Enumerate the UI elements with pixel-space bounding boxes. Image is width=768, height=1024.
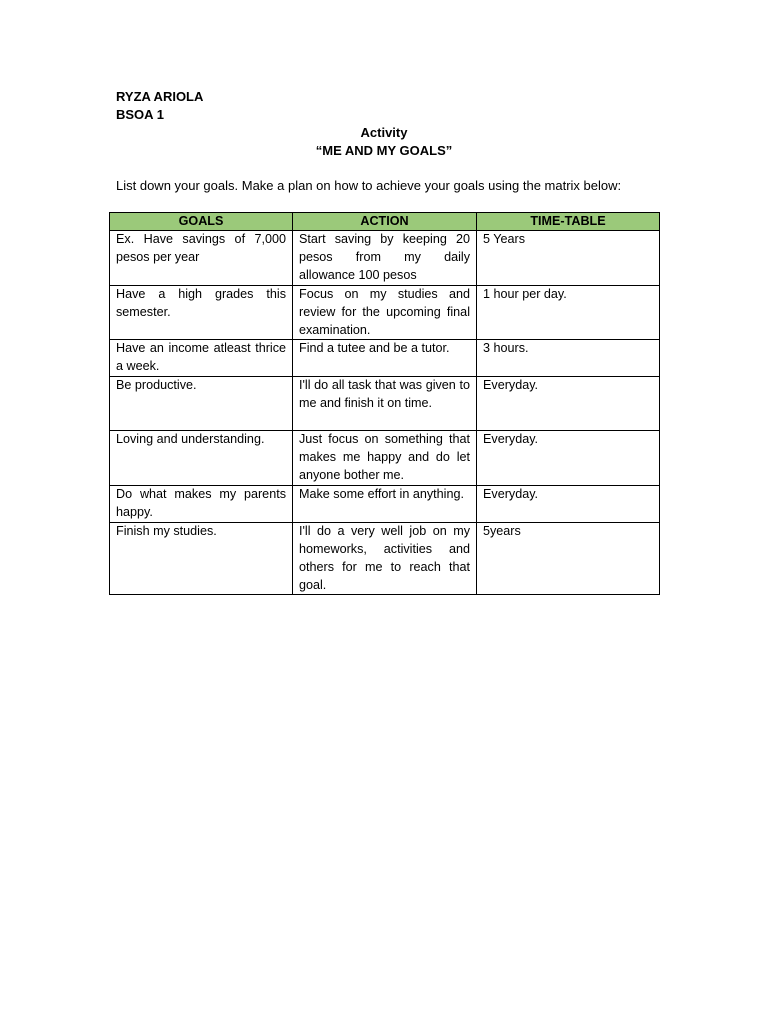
time-table-cell: 1 hour per day. — [477, 285, 660, 340]
goals-matrix-table — [109, 212, 660, 595]
goal-cell: Have a high grades this semester. — [110, 285, 293, 340]
action-cell: I'll do a very well job on my homeworks, activities and others for me to reach that goal. — [293, 522, 477, 595]
table-row — [110, 377, 660, 431]
table-row — [110, 431, 660, 486]
goal-cell: Be productive. — [110, 377, 293, 431]
goal-cell: Do what makes my parents happy. — [110, 485, 293, 522]
goal-cell: Finish my studies. — [110, 522, 293, 595]
action-cell: Start saving by keeping 20 pesos from my daily allowance 100 pesos — [293, 231, 477, 286]
action-cell: Make some effort in anything. — [293, 485, 477, 522]
column-header-goals: GOALS — [110, 213, 293, 231]
goal-cell: Ex. Have savings of 7,000 pesos per year — [110, 231, 293, 286]
time-table-cell: Everyday. — [477, 431, 660, 486]
instructions-text: List down your goals. Make a plan on how to achieve your goals using the matrix below: — [116, 178, 622, 193]
action-cell: Focus on my studies and review for the upcoming final examination. — [293, 285, 477, 340]
goal-cell: Loving and understanding. — [110, 431, 293, 486]
student-name: RYZA ARIOLA — [116, 89, 204, 104]
action-cell: I'll do all task that was given to me and finish it on time. — [293, 377, 477, 431]
table-row — [110, 285, 660, 340]
activity-title: “ME AND MY GOALS” — [315, 143, 453, 158]
table-row — [110, 522, 660, 595]
time-table-cell: 3 hours. — [477, 340, 660, 377]
time-table-cell: 5years — [477, 522, 660, 595]
table-header-row — [110, 213, 660, 231]
action-cell: Just focus on something that makes me happy and do let anyone bother me. — [293, 431, 477, 486]
table-row — [110, 485, 660, 522]
table-row — [110, 340, 660, 377]
column-header-time-table: TIME-TABLE — [477, 213, 660, 231]
action-cell: Find a tutee and be a tutor. — [293, 340, 477, 377]
time-table-cell: Everyday. — [477, 485, 660, 522]
student-course: BSOA 1 — [116, 107, 164, 122]
time-table-cell: Everyday. — [477, 377, 660, 431]
table-row — [110, 231, 660, 286]
goal-cell: Have an income atleast thrice a week. — [110, 340, 293, 377]
column-header-action: ACTION — [293, 213, 477, 231]
time-table-cell: 5 Years — [477, 231, 660, 286]
activity-label: Activity — [360, 125, 408, 140]
